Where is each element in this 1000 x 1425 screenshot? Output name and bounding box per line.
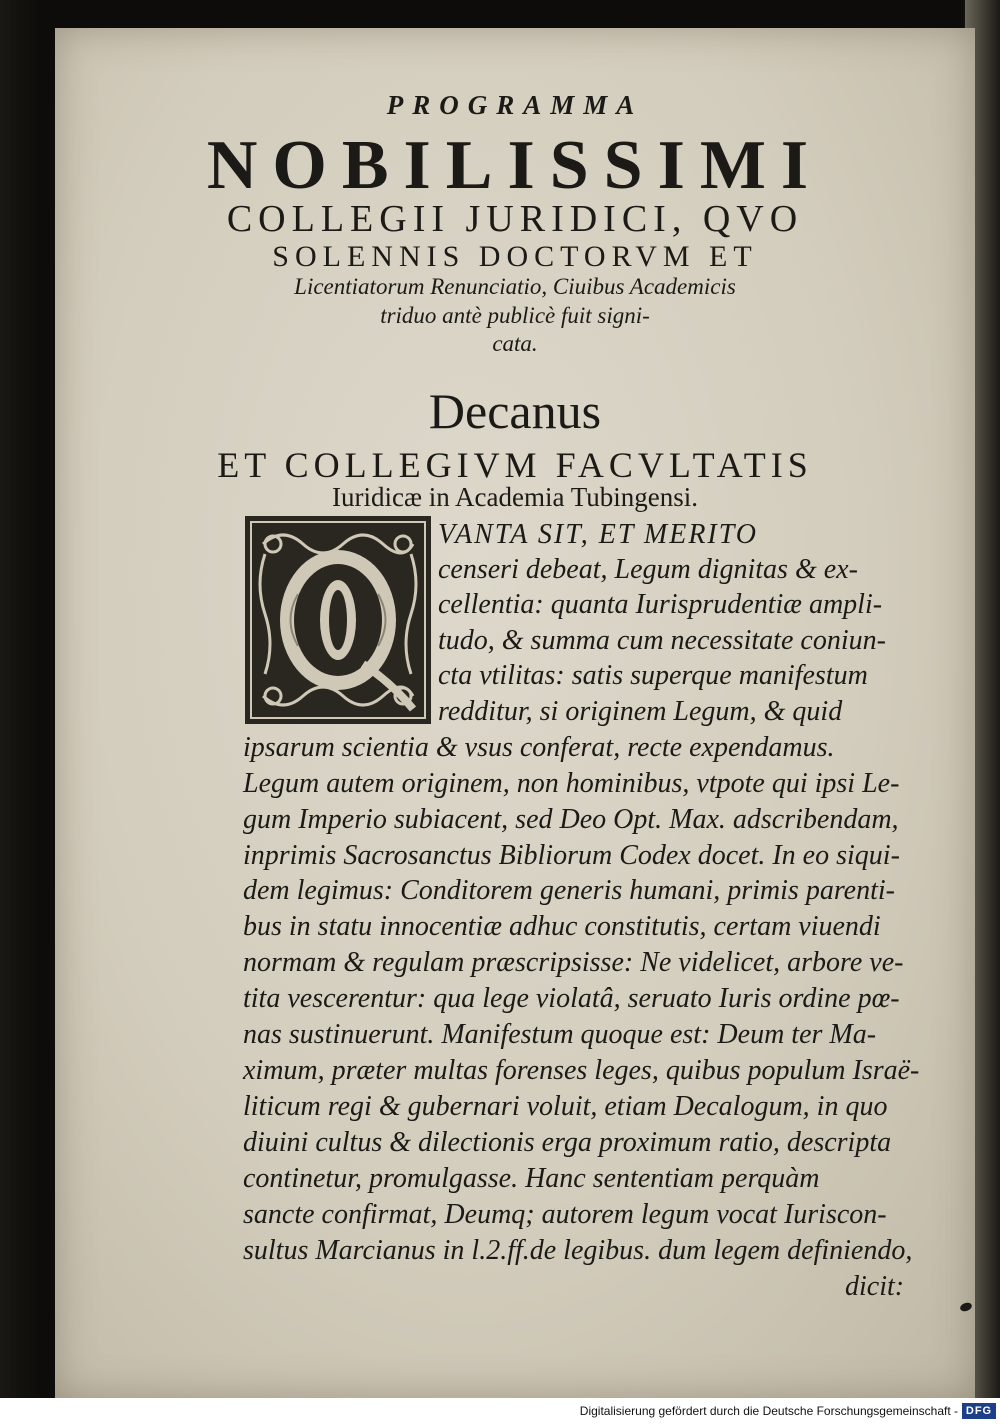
body-line-1: VANTA SIT, ET MERITO bbox=[438, 519, 759, 550]
body-line-17: liticum regi & gubernari voluit, etiam Decalogum, in quo bbox=[243, 1091, 888, 1122]
title-licentiatorum: Licentiatorum Renunciatio, Ciuibus Academicis bbox=[294, 274, 736, 299]
title-nobilissimi: NOBILISSIMI bbox=[206, 127, 824, 204]
ornamental-initial-icon bbox=[243, 514, 433, 726]
body-line-11: dem legimus: Conditorem generis humani, primis parenti- bbox=[243, 875, 895, 906]
title-programma: PROGRAMMA bbox=[386, 90, 644, 120]
body-line-21: sultus Marcianus in l.2.ff.de legibus. dum legem definiendo, bbox=[243, 1235, 913, 1266]
ink-speck bbox=[959, 1301, 973, 1313]
body-line-2: censeri debeat, Legum dignitas & ex- bbox=[438, 554, 858, 585]
body-line-5: cta vtilitas: satis superque manifestum bbox=[438, 660, 868, 691]
heading-collegium: ET COLLEGIVM FACVLTATIS bbox=[217, 445, 813, 485]
ornamental-initial-q bbox=[243, 514, 433, 726]
body-line-13: normam & regulam præscripsisse: Ne videlicet, arbore ve- bbox=[243, 947, 904, 978]
body-line-16: ximum, præter multas forenses leges, quibus populum Israë- bbox=[243, 1055, 920, 1086]
body-line-19: continetur, promulgasse. Hanc sententiam perquàm bbox=[243, 1163, 820, 1194]
title-collegii: COLLEGII JURIDICI, QVO bbox=[226, 198, 804, 240]
body-line-14: tita vescerentur: qua lege violatâ, seruato Iuris ordine pœ- bbox=[243, 983, 900, 1014]
title-triduo: triduo antè publicè fuit signi- bbox=[380, 303, 650, 328]
title-solennis: SOLENNIS DOCTORVM ET bbox=[272, 240, 758, 273]
body-line-22: dicit: bbox=[845, 1271, 905, 1302]
body-line-4: tudo, & summa cum necessitate coniun- bbox=[438, 625, 886, 656]
body-line-20: sancte confirmat, Deumq; autorem legum vocat Iuriscon- bbox=[243, 1199, 887, 1230]
heading-iuridicae: Iuridicæ in Academia Tubingensi. bbox=[332, 482, 698, 512]
heading-decanus: Decanus bbox=[428, 383, 602, 439]
body-line-7: ipsarum scientia & vsus conferat, recte expendamus. bbox=[243, 732, 835, 763]
body-line-18: diuini cultus & dilectionis erga proximum ratio, descripta bbox=[243, 1127, 892, 1158]
body-line-10: inprimis Sacrosanctus Bibliorum Codex docet. In eo siqui- bbox=[243, 840, 900, 871]
book-page bbox=[55, 28, 975, 1398]
body-line-15: nas sustinuerunt. Manifestum quoque est: Deum ter Ma- bbox=[243, 1019, 877, 1050]
body-line-12: bus in statu innocentiæ adhuc constitutis, certam viuendi bbox=[243, 911, 881, 942]
dfg-logo-icon: DFG bbox=[962, 1403, 996, 1419]
body-line-8: Legum autem originem, non hominibus, vtpote qui ipsi Le- bbox=[243, 768, 900, 799]
body-line-6: redditur, si originem Legum, & quid bbox=[438, 696, 843, 727]
footer-credit: Digitalisierung gefördert durch die Deutsche Forschungsgemeinschaft - bbox=[579, 1404, 958, 1418]
body-line-3: cellentia: quanta Iurisprudentiæ ampli- bbox=[438, 589, 883, 620]
title-cata: cata. bbox=[492, 331, 538, 356]
footer-bar bbox=[0, 1398, 1000, 1425]
body-line-9: gum Imperio subiacent, sed Deo Opt. Max. adscribendam, bbox=[243, 804, 899, 835]
